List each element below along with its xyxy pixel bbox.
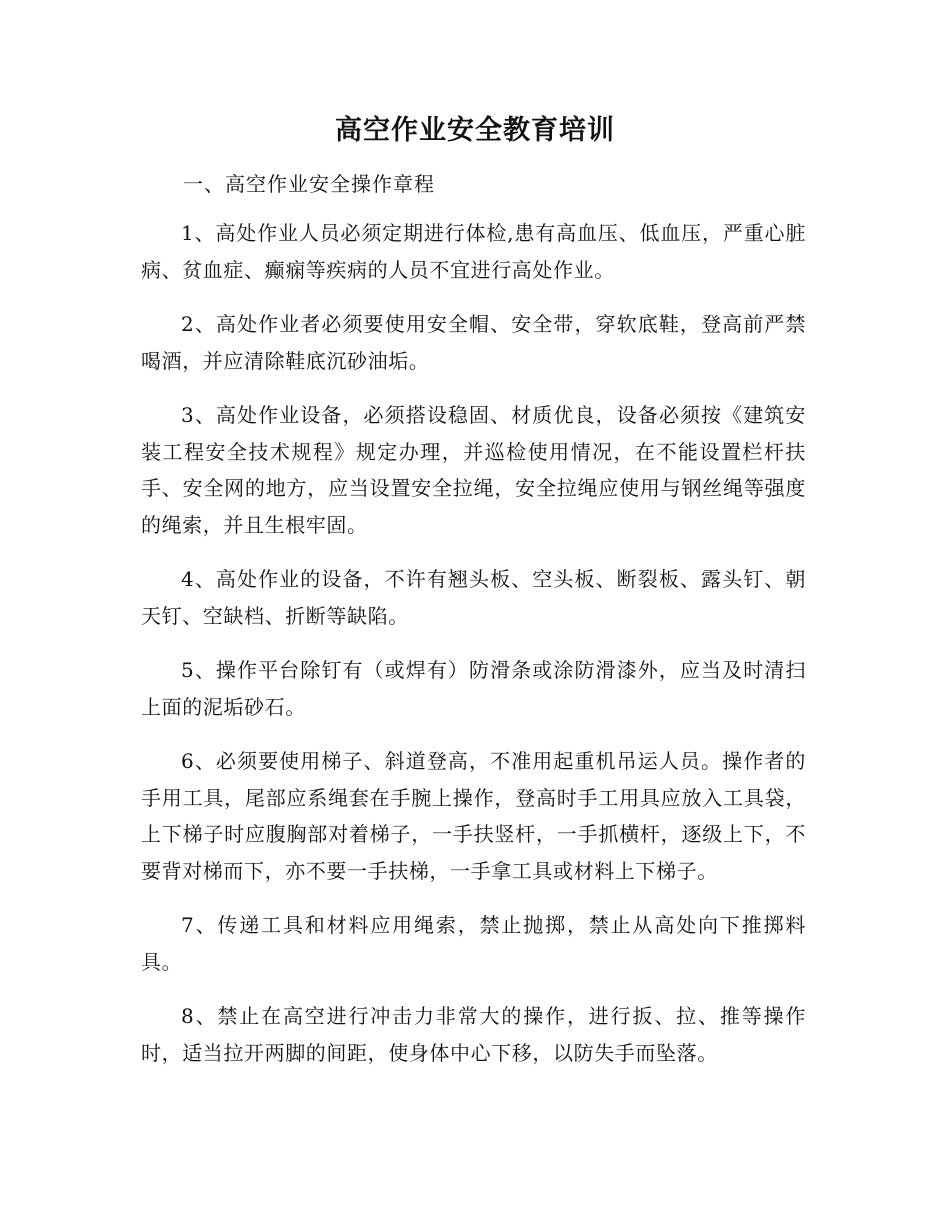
paragraph-2: 2、高处作业者必须要使用安全帽、安全带，穿软底鞋，登高前严禁喝酒，并应清除鞋底沉砂油垢。 [141,312,806,373]
paragraph-7: 7、传递工具和材料应用绳索，禁止抛掷，禁止从高处向下推掷料具。 [141,913,806,974]
document-body [141,215,806,1089]
paragraph-3: 3、高处作业设备，必须搭设稳固、材质优良，设备必须按《建筑安装工程安全技术规程》规定办理，并巡检使用情况，在不能设置栏杆扶手、安全网的地方，应当设置安全拉绳，安全拉绳应使用与钢丝绳等强度的绳索，并且生根牢固。 [141,403,806,537]
paragraph-4: 4、高处作业的设备，不许有翘头板、空头板、断裂板、露头钉、朝天钉、空缺档、折断等缺陷。 [141,567,806,628]
paragraph-5: 5、操作平台除钉有（或焊有）防滑条或涂防滑漆外，应当及时清扫上面的泥垢砂石。 [141,658,806,719]
paragraph-1: 1、高处作业人员必须定期进行体检,患有高血压、低血压，严重心脏病、贫血症、癫痫等疾病的人员不宜进行高处作业。 [141,221,806,282]
document-title: 高空作业安全教育培训 [335,115,615,146]
paragraph-6: 6、必须要使用梯子、斜道登高，不准用起重机吊运人员。操作者的手用工具，尾部应系绳套在手腕上操作，登高时手工用具应放入工具袋，上下梯子时应腹胸部对着梯子，一手扶竖杆，一手抓横杆，逐级上下，不要背对梯而下，亦不要一手扶梯，一手拿工具或材料上下梯子。 [141,749,806,883]
section-heading: 一、高空作业安全操作章程 [183,172,435,196]
paragraph-8: 8、禁止在高空进行冲击力非常大的操作，进行扳、拉、推等操作时，适当拉开两脚的间距，使身体中心下移，以防失手而坠落。 [141,1004,806,1065]
